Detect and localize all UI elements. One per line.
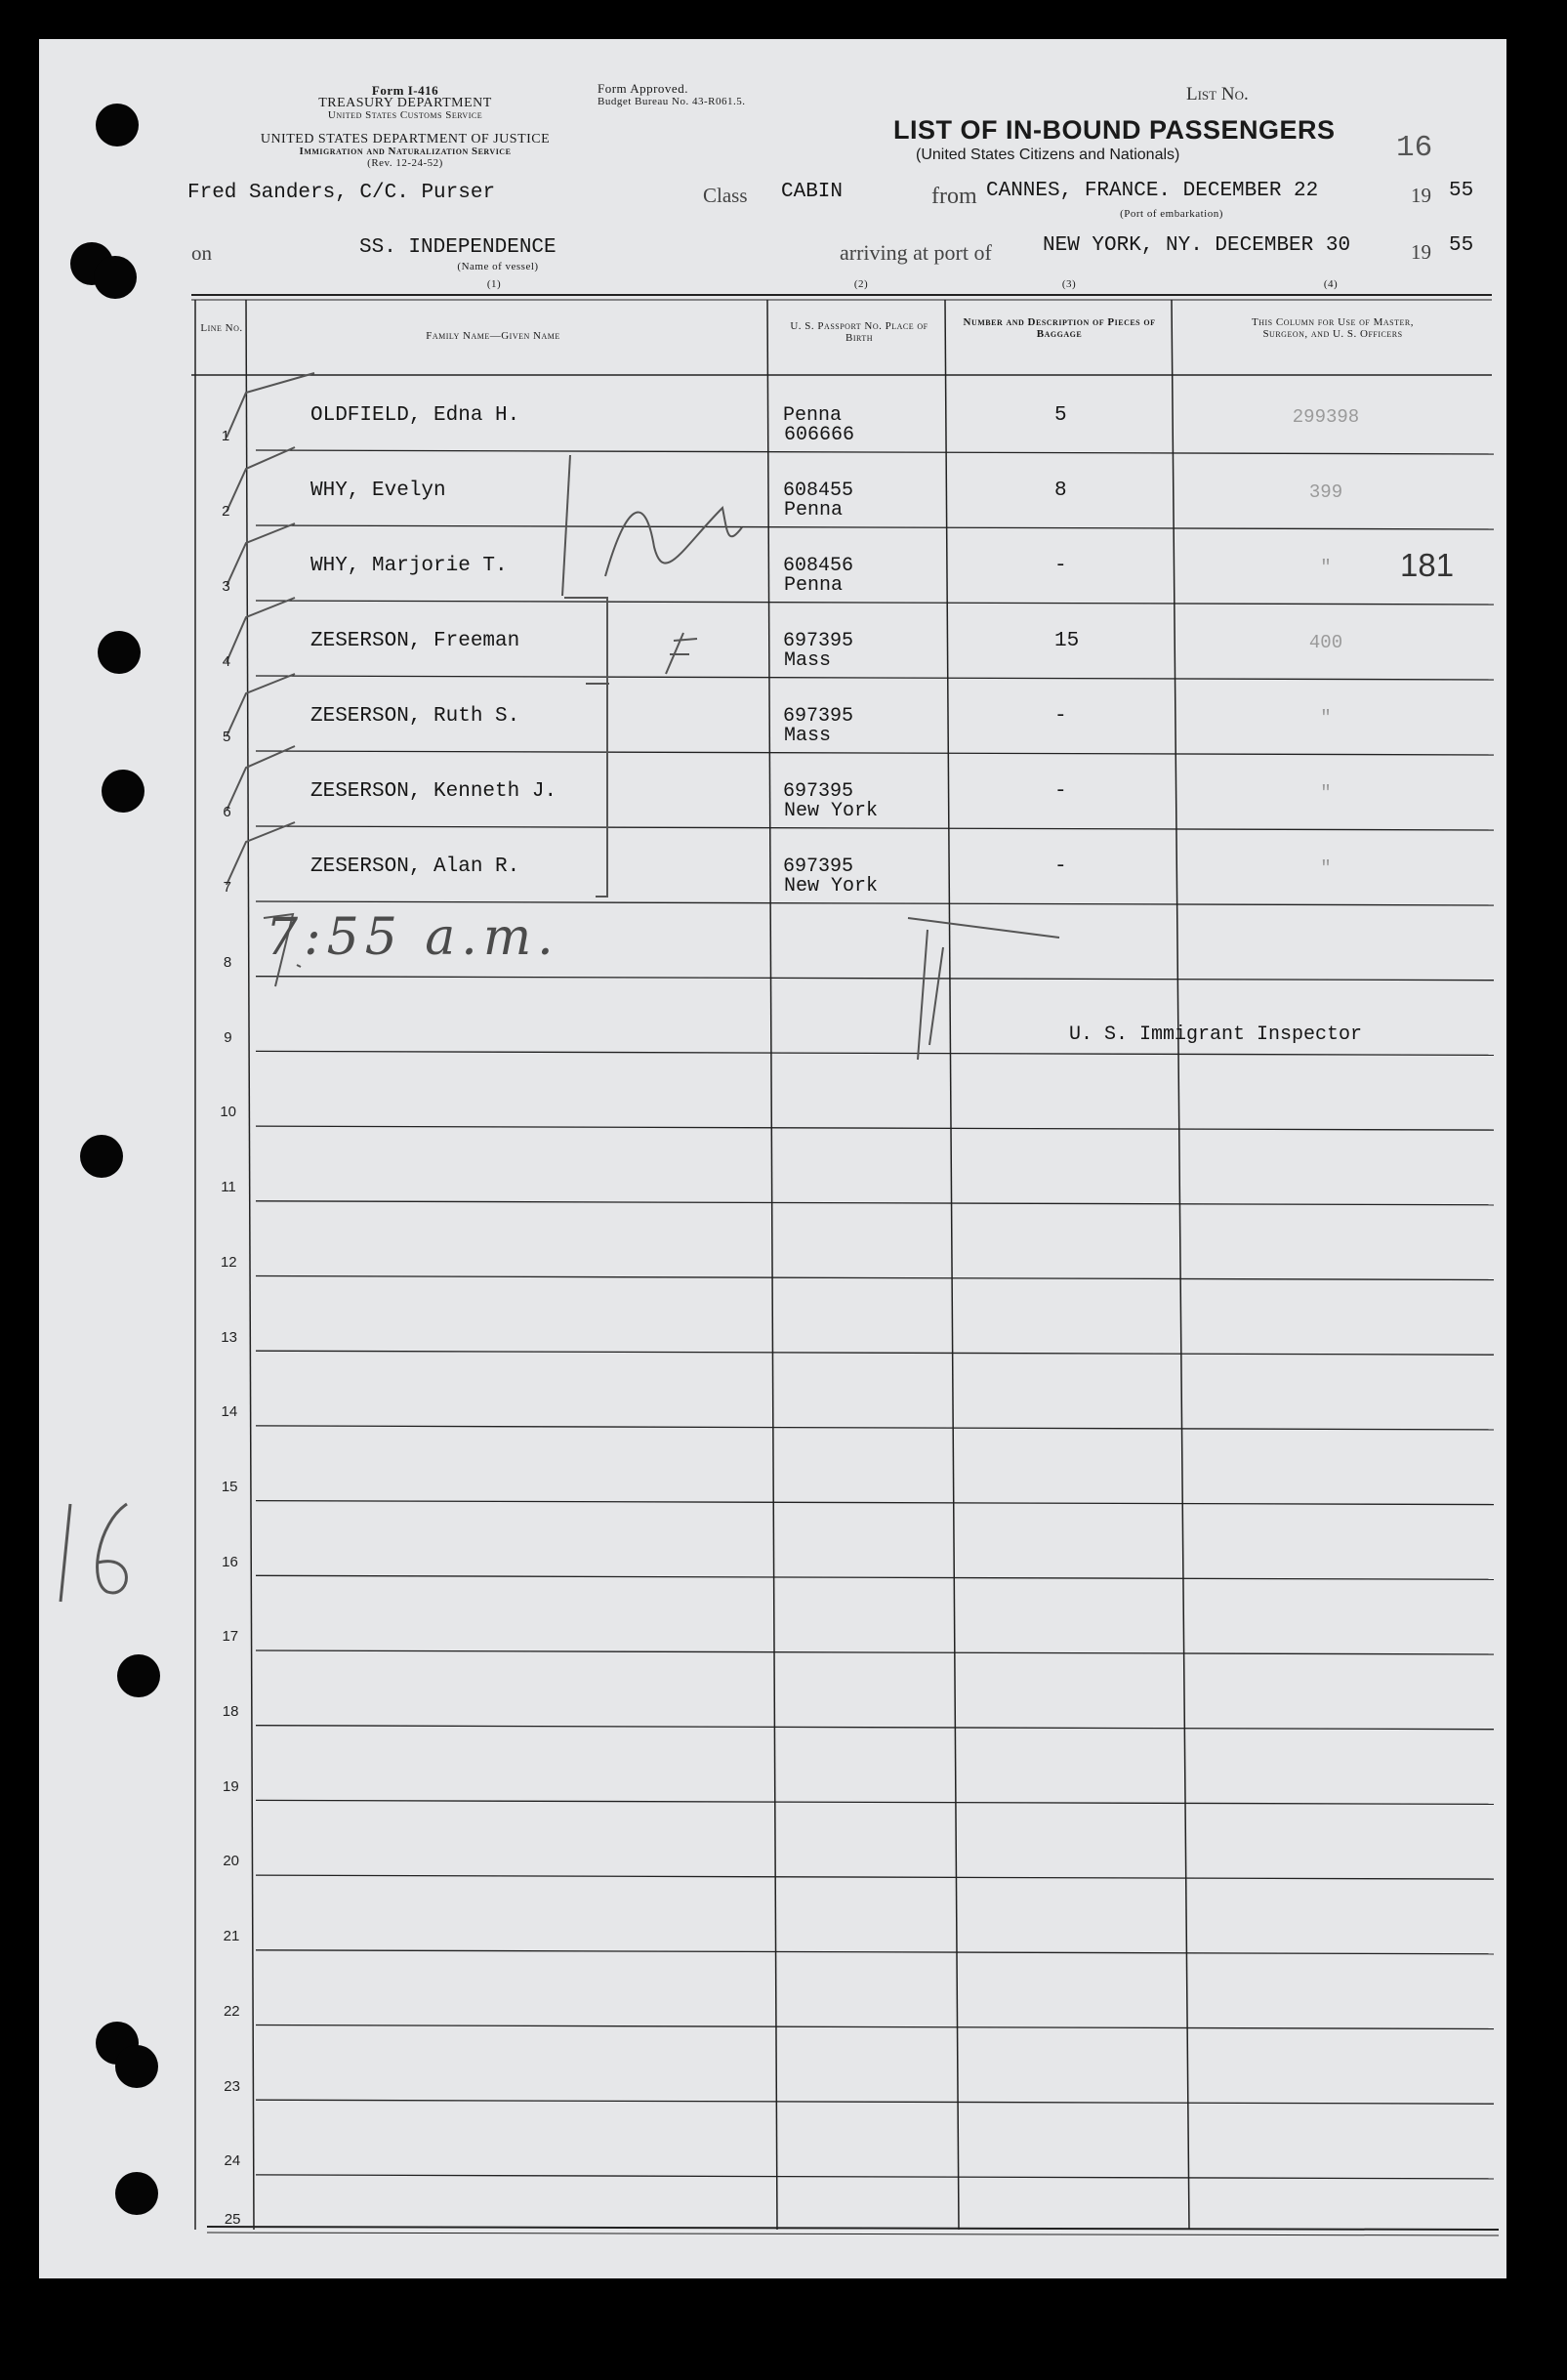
justice-department: UNITED STATES DEPARTMENT OF JUSTICE — [260, 132, 551, 146]
on-label: on — [191, 241, 212, 265]
passport-bottom: New York — [784, 875, 879, 898]
from-label: from — [931, 184, 977, 209]
line-number: 12 — [220, 1253, 237, 1271]
customs-service: United States Customs Service — [327, 109, 483, 121]
passenger-name: ZESERSON, Freeman — [310, 630, 520, 652]
baggage-count: 8 — [1054, 480, 1067, 502]
line-number: 8 — [223, 954, 232, 971]
passport-top: 697395 — [783, 630, 854, 652]
passport-top: 697395 — [783, 705, 854, 728]
line-number: 6 — [223, 804, 231, 820]
passenger-name: ZESERSON, Kenneth J. — [310, 780, 557, 803]
officer-note: 399 — [1308, 481, 1343, 503]
row-rule — [256, 601, 1494, 605]
line-number: 21 — [223, 1928, 240, 1945]
arriving-value: NEW YORK, NY. DECEMBER 30 — [1043, 234, 1351, 257]
arrival-time-note: 7:55 a.m. — [266, 908, 559, 967]
line-number: 23 — [224, 2077, 240, 2095]
row-rule — [256, 2175, 1494, 2179]
from-year: 55 — [1449, 180, 1474, 202]
form-title: LIST OF IN-BOUND PASSENGERS — [893, 115, 1336, 145]
baggage-count: - — [1054, 780, 1067, 803]
row-rule — [256, 1351, 1494, 1355]
row-rule — [256, 525, 1494, 529]
row-rule — [256, 1800, 1494, 1804]
class-value: CABIN — [781, 181, 844, 203]
passport-top: 697395 — [783, 780, 854, 803]
row-rule — [256, 826, 1494, 830]
passport-top: 608456 — [783, 555, 854, 577]
officer-note: " — [1320, 782, 1332, 804]
vessel-name: SS. INDEPENDENCE — [359, 236, 557, 259]
officer-note: 299398 — [1292, 406, 1360, 428]
line-number: 10 — [220, 1104, 237, 1121]
arrive-year: 55 — [1449, 234, 1474, 257]
line-number: 11 — [221, 1179, 236, 1196]
officer-note: " — [1320, 857, 1332, 879]
treasury-department: TREASURY DEPARTMENT — [318, 96, 492, 110]
baggage-count: 5 — [1054, 404, 1067, 427]
line-number: 4 — [222, 653, 231, 670]
row-rule — [256, 1426, 1494, 1430]
count-annotation: 181 — [1400, 547, 1455, 583]
passenger-name: WHY, Evelyn — [310, 480, 446, 502]
budget-bureau: Budget Bureau No. 43-R061.5. — [598, 96, 746, 107]
row-rule — [256, 1051, 1494, 1055]
line-number: 9 — [224, 1028, 232, 1046]
from-year-prefix: 19 — [1411, 184, 1431, 207]
arriving-label: arriving at port of — [840, 240, 992, 265]
inspector-caption: U. S. Immigrant Inspector — [1069, 1023, 1363, 1046]
row-rule — [256, 2100, 1494, 2104]
line-number: 25 — [224, 2211, 241, 2228]
passport-bottom: Mass — [784, 649, 832, 672]
line-number: 3 — [222, 578, 230, 595]
line-number: 18 — [222, 1703, 239, 1720]
officer-note: " — [1320, 707, 1332, 729]
passenger-name: ZESERSON, Alan R. — [310, 856, 520, 878]
line-number: 14 — [221, 1403, 238, 1421]
row-rule — [256, 1575, 1494, 1579]
row-rule — [256, 1201, 1494, 1205]
line-number: 19 — [223, 1777, 239, 1795]
row-rule — [256, 1276, 1494, 1280]
ins-service: Immigration and Naturalization Service — [299, 146, 512, 157]
purser-name: Fred Sanders, C/C. Purser — [187, 182, 496, 204]
line-number: 7 — [223, 879, 231, 896]
line-number: 16 — [222, 1553, 238, 1570]
passenger-name: ZESERSON, Ruth S. — [310, 705, 520, 728]
passport-bottom: Penna — [784, 574, 844, 597]
line-number: 17 — [222, 1628, 239, 1646]
row-rule — [256, 1501, 1494, 1505]
baggage-count: - — [1054, 555, 1067, 577]
row-rule — [256, 977, 1494, 981]
revision: (Rev. 12-24-52) — [367, 157, 443, 169]
line-number: 20 — [223, 1853, 240, 1870]
passport-header: U. S. Passport No. Place of Birth — [790, 320, 928, 344]
line-number: 1 — [221, 428, 230, 444]
row-rule — [256, 1950, 1494, 1954]
passport-bottom: New York — [784, 800, 879, 822]
from-value: CANNES, FRANCE. DECEMBER 22 — [986, 180, 1319, 202]
passport-top: Penna — [783, 404, 843, 427]
row-rule — [256, 751, 1494, 755]
column-number: (3) — [1061, 278, 1077, 290]
passport-top: 608455 — [783, 480, 854, 502]
column-number: (2) — [853, 278, 869, 290]
officers-header: This Column for Use of Master, Surgeon, and U. S. Officers — [1252, 316, 1414, 340]
column-number: (1) — [486, 278, 502, 290]
class-label: Class — [703, 184, 748, 207]
line-number: 24 — [224, 2152, 241, 2170]
arrive-year-prefix: 19 — [1411, 240, 1431, 264]
form-subtitle: (United States Citizens and Nationals) — [916, 146, 1180, 163]
line-number: 13 — [221, 1328, 237, 1346]
baggage-count: 15 — [1054, 630, 1080, 652]
row-rule — [256, 901, 1494, 905]
row-rule — [256, 2025, 1494, 2029]
row-rule — [256, 1726, 1494, 1730]
name-header: Family Name—Given Name — [426, 330, 560, 342]
row-rule — [256, 1650, 1494, 1654]
vessel-caption: (Name of vessel) — [457, 261, 539, 272]
line-number: 2 — [222, 503, 230, 520]
baggage-header: Number and Description of Pieces of Baggage — [963, 316, 1156, 340]
line-number: 15 — [221, 1478, 238, 1495]
form-approved: Form Approved. — [598, 81, 688, 96]
passport-bottom: 606666 — [784, 424, 855, 446]
baggage-count: - — [1054, 856, 1067, 878]
line-number: 5 — [223, 729, 231, 745]
row-rule — [256, 1126, 1494, 1130]
line-no-header: Line No. — [200, 322, 243, 334]
officer-note: 400 — [1308, 632, 1343, 653]
row-rule — [256, 1875, 1494, 1879]
list-no-value: 16 — [1396, 131, 1433, 165]
row-rule — [256, 450, 1494, 454]
passport-bottom: Penna — [784, 499, 844, 522]
officer-note: " — [1320, 557, 1332, 578]
passenger-name: OLDFIELD, Edna H. — [310, 404, 520, 427]
form-number: Form I-416 — [371, 83, 439, 98]
passport-top: 697395 — [783, 856, 854, 878]
list-no-label: List No. — [1186, 84, 1249, 104]
column-number: (4) — [1323, 278, 1339, 290]
row-rule — [256, 676, 1494, 680]
port-caption: (Port of embarkation) — [1120, 208, 1223, 220]
line-number: 22 — [223, 2002, 240, 2020]
baggage-count: - — [1054, 705, 1067, 728]
passenger-name: WHY, Marjorie T. — [310, 555, 508, 577]
passport-bottom: Mass — [784, 725, 832, 747]
